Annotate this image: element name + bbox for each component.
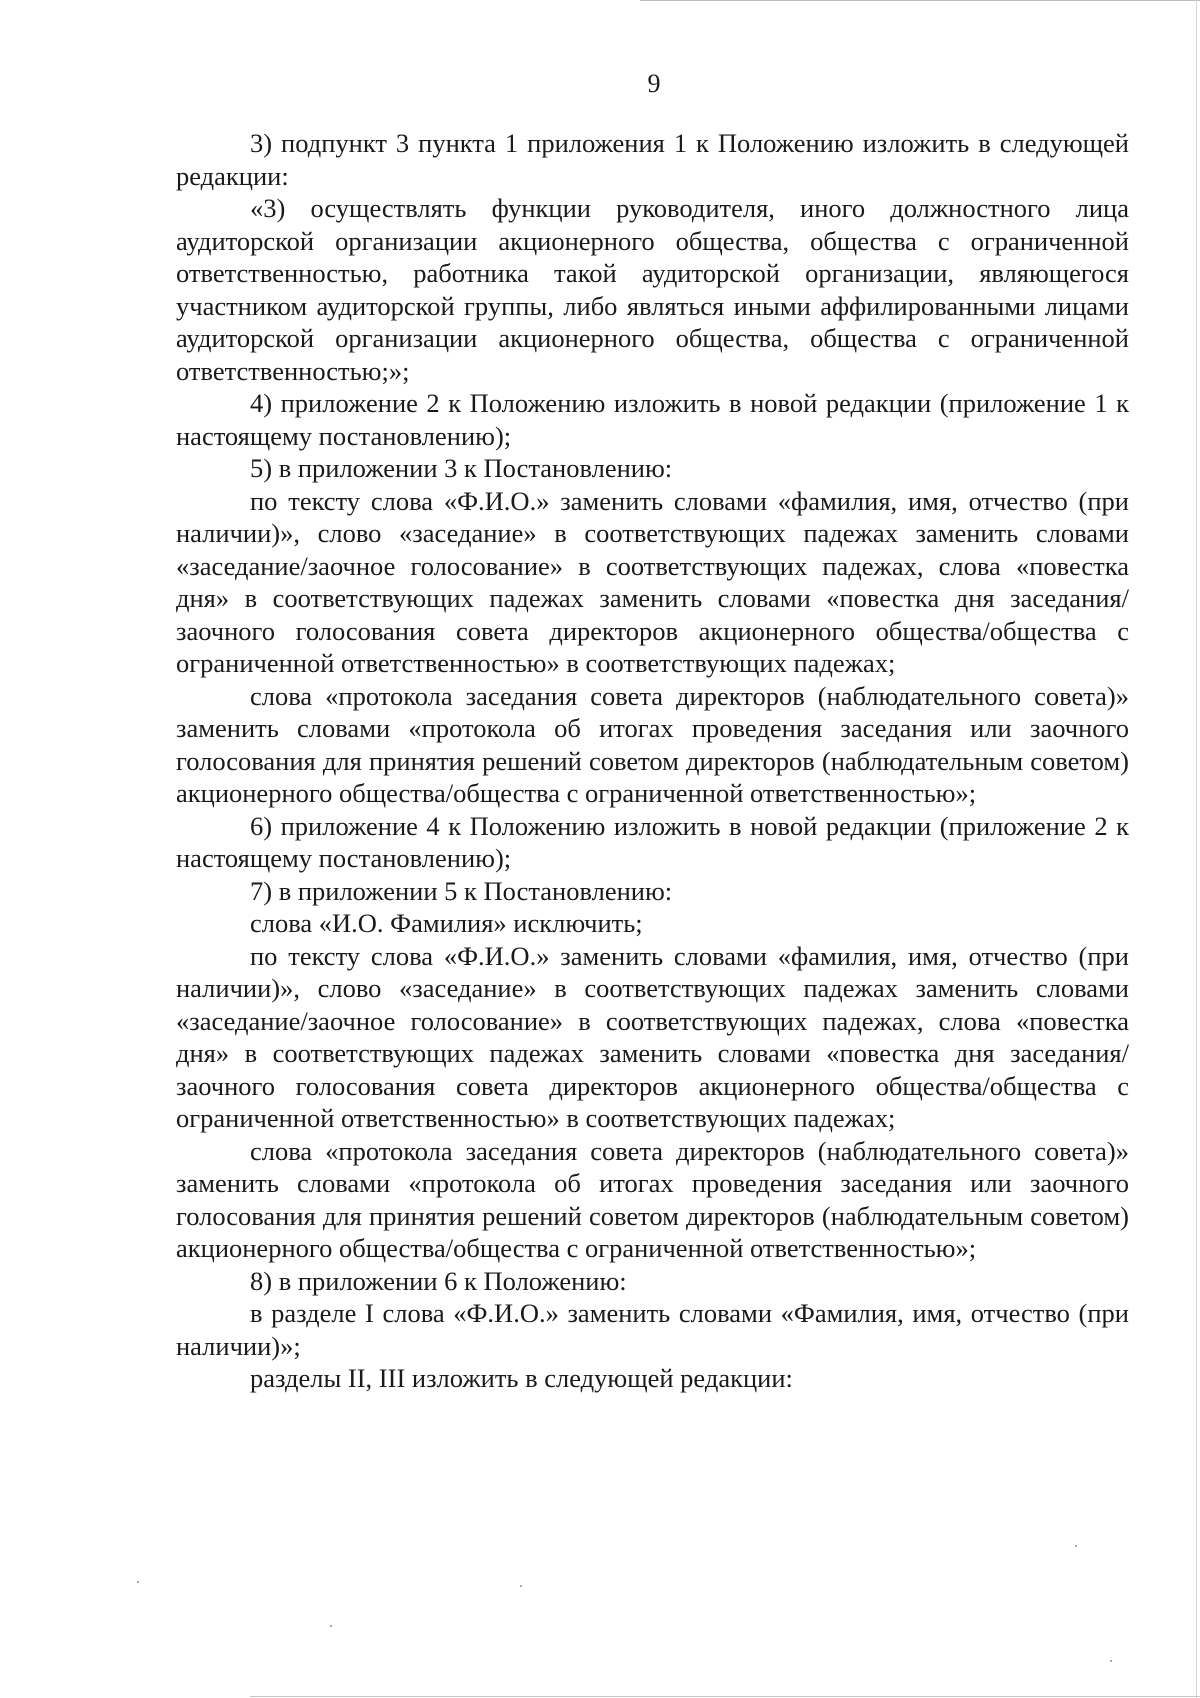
scan-speck <box>520 1585 522 1587</box>
paragraph: слова «протокола заседания совета директоров (наблюдательного совета)» заменить словами «протокола об итогах проведения заседания или заочного голосования для принятия решений советом директоров (наблюдательным советом) акционерного общества/общества с ограниченной ответственностью»; <box>176 680 1129 808</box>
paragraph: по тексту слова «Ф.И.О.» заменить словами «фамилия, имя, отчество (при наличии)», слово «заседание» в соответствующих падежах заменить словами «заседание/заочное голосование» в соответствующих падежах, слова «повестка дня» в соответствующих падежах заменить словами «повестка дня заседания/заочного голосования совета директоров акционерного общества/общества с ограниченной ответственностью» в соответствующих падежах; <box>176 940 1129 1133</box>
paragraph: слова «протокола заседания совета директоров (наблюдательного совета)» заменить словами «протокола об итогах проведения заседания или заочного голосования для принятия решений советом директоров (наблюдательным советом) акционерного общества/общества с ограниченной ответственностью»; <box>176 1135 1129 1263</box>
page-number: 9 <box>647 69 661 98</box>
scan-edge-bottom <box>250 1696 1200 1697</box>
scan-speck <box>1075 1545 1077 1547</box>
paragraph: 8) в приложении 6 к Положению: <box>250 1265 627 1296</box>
paragraph: слова «И.О. Фамилия» исключить; <box>250 908 643 938</box>
paragraph: 7) в приложении 5 к Постановлению: <box>250 875 673 906</box>
document-body <box>176 127 1129 1395</box>
scan-speck <box>1110 1660 1112 1662</box>
paragraph: «3) осуществлять функции руководителя, иного должностного лица аудиторской организации акционерного общества, общества с ограниченной ответственностью, работника такой аудиторской организации, являющегося участником аудиторской группы, либо являться иными аффилированными лицами аудиторской организации акционерного общества, общества с ограниченной ответственностью;»; <box>176 193 1129 386</box>
scan-speck <box>137 1581 139 1583</box>
paragraph: в разделе I слова «Ф.И.О.» заменить словами «Фамилия, имя, отчество (при наличии)»; <box>176 1298 1129 1361</box>
scan-edge-top <box>640 0 1200 1</box>
paragraph: 5) в приложении 3 к Постановлению: <box>250 453 673 483</box>
paragraph: по тексту слова «Ф.И.О.» заменить словами «фамилия, имя, отчество (при наличии)», слово «заседание» в соответствующих падежах заменить словами «заседание/заочное голосование» в соответствующих падежах, слова «повестка дня» в соответствующих падежах заменить словами «повестка дня заседания/заочного голосования совета директоров акционерного общества/общества с ограниченной ответственностью» в соответствующих падежах; <box>176 485 1129 678</box>
paragraph: 3) подпункт 3 пункта 1 приложения 1 к Положению изложить в следующей редакции: <box>176 128 1129 191</box>
paragraph: 4) приложение 2 к Положению изложить в новой редакции (приложение 1 к настоящему постановлению); <box>176 388 1129 451</box>
scan-speck <box>330 1625 332 1627</box>
paragraph: 6) приложение 4 к Положению изложить в новой редакции (приложение 2 к настоящему постановлению); <box>176 810 1129 873</box>
paragraph: разделы II, III изложить в следующей редакции: <box>250 1363 793 1393</box>
scan-edge-right <box>1196 0 1197 1698</box>
